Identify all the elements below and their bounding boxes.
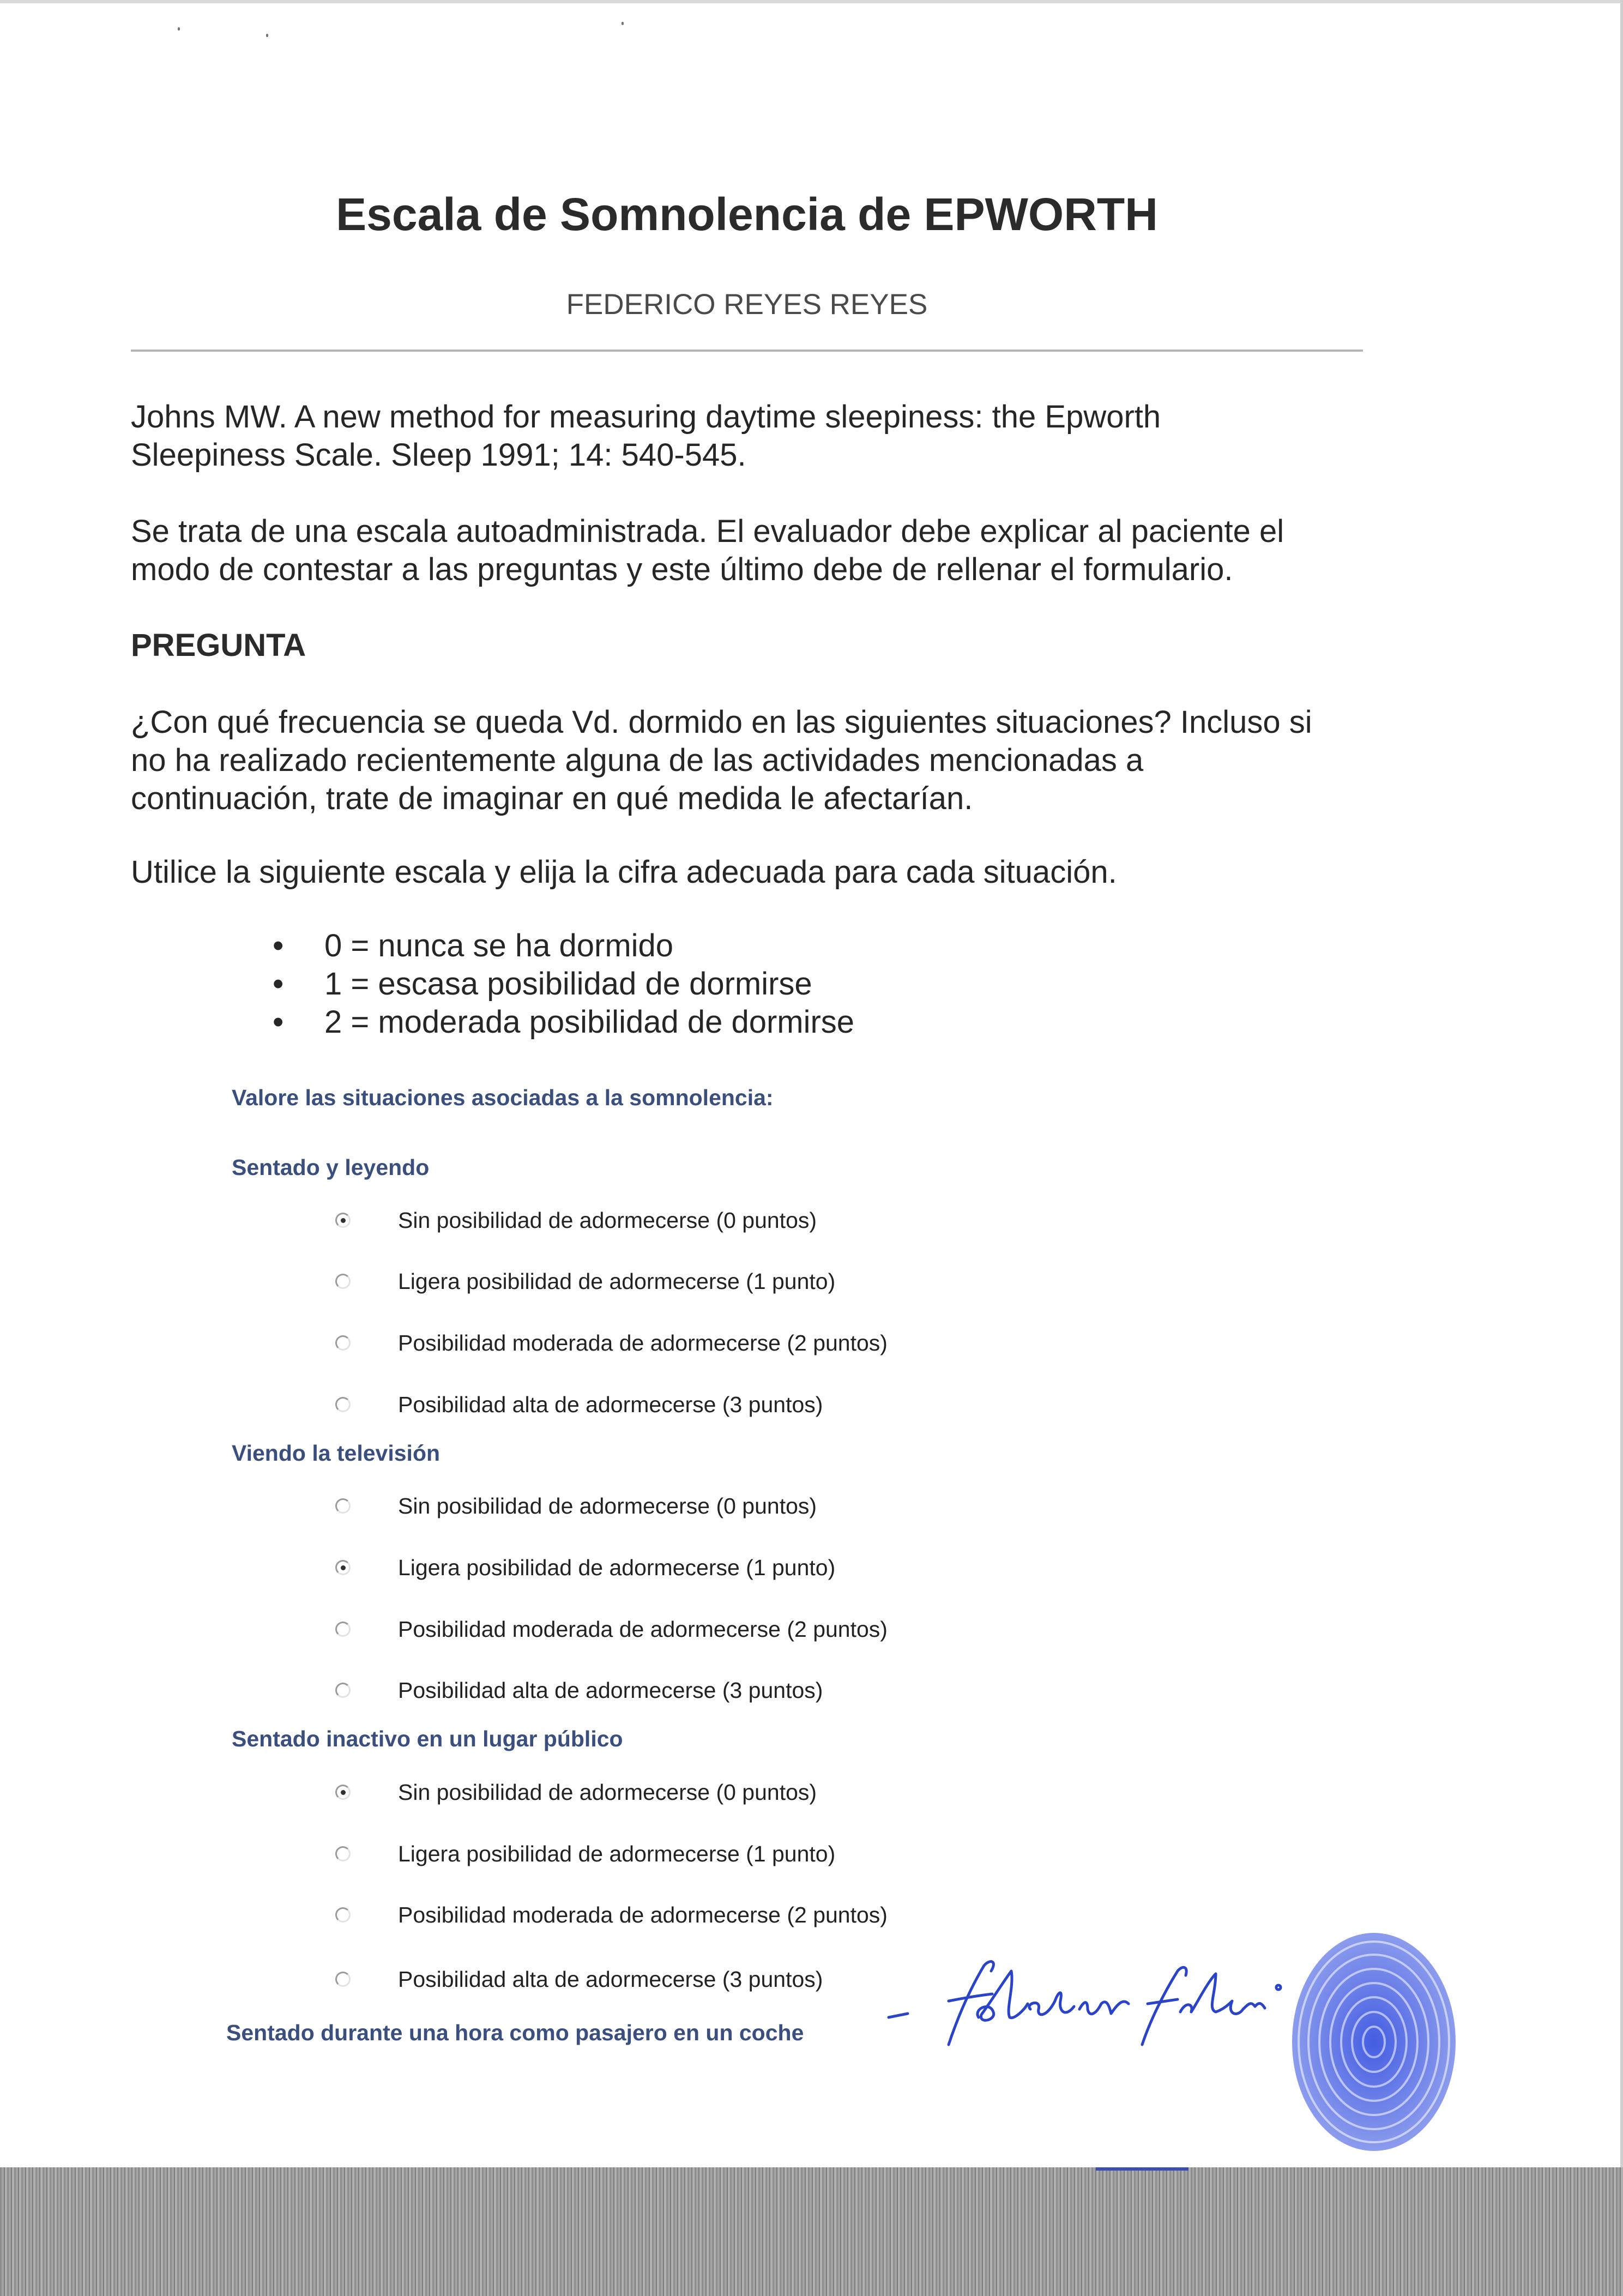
section-label-sentado-leyendo: Sentado y leyendo [232, 1155, 430, 1180]
scan-edge-top [0, 0, 1623, 3]
radio-option[interactable] [335, 1899, 888, 1931]
scale-list [267, 927, 854, 1041]
radio-option-label: Posibilidad moderada de adormecerse (2 puntos) [398, 1330, 888, 1355]
radio-option-label: Posibilidad moderada de adormecerse (2 puntos) [398, 1902, 888, 1927]
radio-option-label: Posibilidad alta de adormecerse (3 puntos) [398, 1966, 823, 1992]
scan-edge-right [1620, 0, 1623, 2167]
radio-option[interactable] [335, 1327, 888, 1359]
section-label-lugar-publico: Sentado inactivo en un lugar público [232, 1726, 623, 1751]
section-label-pasajero-coche: Sentado durante una hora como pasajero en un coche [226, 2020, 804, 2045]
scale-item: • 2 = moderada posibilidad de dormirse [273, 1004, 855, 1040]
radio-option[interactable] [335, 1776, 817, 1809]
radio-option-label: Ligera posibilidad de adormecerse (1 punto) [398, 1841, 836, 1866]
scan-speck [178, 27, 180, 31]
radio-option[interactable] [335, 1837, 835, 1870]
scale-item: • 1 = escasa posibilidad de dormirse [273, 966, 812, 1002]
fingerprint-image [1281, 1919, 1467, 2159]
question-paragraph: ¿Con qué frecuencia se queda Vd. dormido en las siguientes situaciones? Incluso si no ha realizado recientemente alguna de las actividades mencionadas a continuación, trate de imaginar en qué medida le afectarían. [131, 704, 1312, 816]
question-heading: PREGUNTA [131, 628, 306, 663]
radio-button[interactable] [335, 1560, 351, 1575]
scan-speck [622, 22, 624, 25]
radio-button[interactable] [335, 1213, 351, 1228]
scan-speck [266, 34, 268, 37]
radio-option-label: Posibilidad alta de adormecerse (3 puntos) [398, 1677, 823, 1703]
radio-option[interactable] [335, 1265, 835, 1298]
radio-button[interactable] [335, 1846, 351, 1861]
radio-option-label: Sin posibilidad de adormecerse (0 puntos) [398, 1779, 817, 1805]
scan-bottom-strip [0, 2167, 1623, 2296]
radio-button[interactable] [335, 1972, 351, 1987]
radio-button[interactable] [335, 1622, 351, 1637]
radio-button[interactable] [335, 1397, 351, 1412]
radio-button[interactable] [335, 1907, 351, 1923]
radio-option-label: Posibilidad moderada de adormecerse (2 puntos) [398, 1616, 888, 1642]
radio-button[interactable] [335, 1335, 351, 1351]
patient-name: FEDERICO REYES REYES [566, 288, 928, 321]
radio-option-label: Sin posibilidad de adormecerse (0 puntos) [398, 1207, 817, 1233]
radio-button[interactable] [335, 1785, 351, 1800]
radio-option-label: Ligera posibilidad de adormecerse (1 punto) [398, 1554, 836, 1580]
scan-ink-mark [1096, 2167, 1188, 2171]
radio-option[interactable] [335, 1204, 817, 1237]
scale-intro: Utilice la siguiente escala y elija la cifra adecuada para cada situación. [131, 854, 1117, 890]
radio-button[interactable] [335, 1683, 351, 1698]
form-prompt: Valore las situaciones asociadas a la somnolencia: [232, 1085, 774, 1110]
handwritten-signature [867, 1949, 1292, 2047]
radio-option[interactable] [335, 1674, 823, 1707]
scale-item: • 0 = nunca se ha dormido [273, 928, 674, 963]
divider [131, 349, 1363, 352]
radio-option-label: Posibilidad alta de adormecerse (3 puntos) [398, 1391, 823, 1417]
section-label-viendo-television: Viendo la televisión [232, 1441, 441, 1466]
radio-option[interactable] [335, 1551, 835, 1584]
radio-option[interactable] [335, 1963, 823, 1996]
radio-button[interactable] [335, 1498, 351, 1514]
radio-option-label: Ligera posibilidad de adormecerse (1 punto) [398, 1268, 836, 1294]
reference-citation: Johns MW. A new method for measuring daytime sleepiness: the Epworth Sleepiness Scale. Sleep 1991; 14: 540-545. [131, 399, 1161, 473]
radio-button[interactable] [335, 1274, 351, 1289]
instructions-paragraph: Se trata de una escala autoadministrada. El evaluador debe explicar al paciente el modo de contestar a las preguntas y este último debe de rellenar el formulario. [131, 514, 1284, 587]
radio-option[interactable] [335, 1388, 823, 1421]
radio-option[interactable] [335, 1490, 817, 1522]
page-title: Escala de Somnolencia de EPWORTH [336, 189, 1158, 240]
radio-option[interactable] [335, 1613, 888, 1646]
radio-option-label: Sin posibilidad de adormecerse (0 puntos) [398, 1493, 817, 1518]
